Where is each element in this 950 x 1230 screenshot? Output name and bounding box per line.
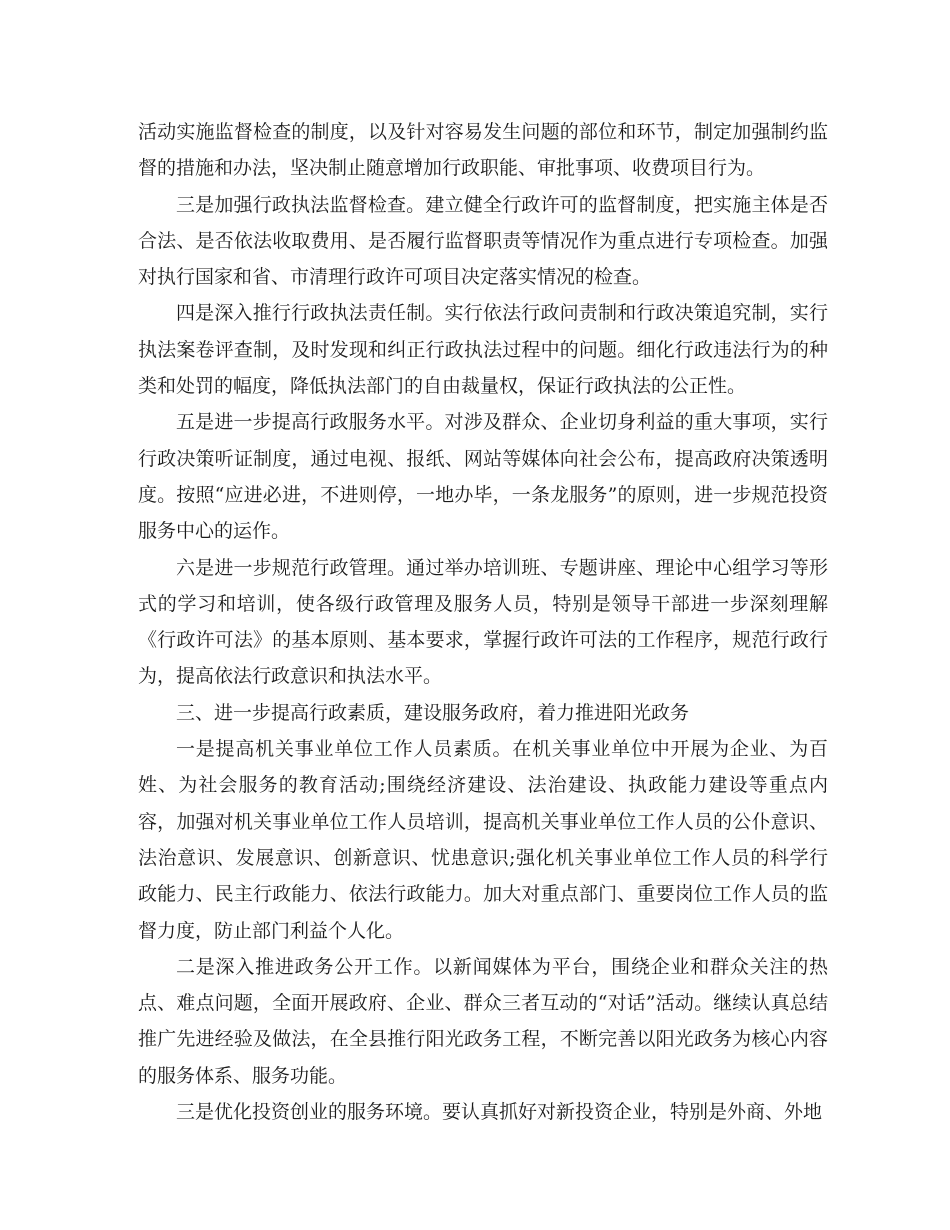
paragraph-8: 二是深入推进政务公开工作。以新闻媒体为平台，围绕企业和群众关注的热点、难点问题，全面开展政府、企业、群众三者互动的“对话”活动。继续认真总结推广先进经验及做法，在全县推行阳光政务工程，不断完善以阳光政务为核心内容的服务体系、服务功能。 xyxy=(138,955,828,1087)
paragraph-9: 三是优化投资创业的服务环境。要认真抓好对新投资企业，特别是外商、外地 xyxy=(176,1101,823,1124)
document-body xyxy=(138,114,828,1130)
paragraph-4: 五是进一步提高行政服务水平。对涉及群众、企业切身利益的重大事项，实行行政决策听证制度，通过电视、报纸、网站等媒体向社会公布，提高政府决策透明度。按照“应进必进，不进则停，一地办毕，一条龙服务”的原则，进一步规范投资服务中心的运作。 xyxy=(138,411,828,543)
paragraph-7: 一是提高机关事业单位工作人员素质。在机关事业单位中开展为企业、为百姓、为社会服务的教育活动;围绕经济建设、法治建设、执政能力建设等重点内容，加强对机关事业单位工作人员培训，提高机关事业单位工作人员的公仆意识、法治意识、发展意识、创新意识、忧患意识;强化机关事业单位工作人员的科学行政能力、民主行政能力、依法行政能力。加大对重点部门、重要岗位工作人员的监督力度，防止部门利益个人化。 xyxy=(138,738,828,942)
paragraph-5: 六是进一步规范行政管理。通过举办培训班、专题讲座、理论中心组学习等形式的学习和培训，使各级行政管理及服务人员，特别是领导干部进一步深刻理解《行政许可法》的基本原则、基本要求，掌握行政许可法的工作程序，规范行政行为，提高依法行政意识和执法水平。 xyxy=(138,556,828,688)
paragraph-2: 三是加强行政执法监督检查。建立健全行政许可的监督制度，把实施主体是否合法、是否依法收取费用、是否履行监督职责等情况作为重点进行专项检查。加强对执行国家和省、市清理行政许可项目决定落实情况的检查。 xyxy=(138,193,828,289)
paragraph-3: 四是深入推行行政执法责任制。实行依法行政问责制和行政决策追究制，实行执法案卷评查制，及时发现和纠正行政执法过程中的问题。细化行政违法行为的种类和处罚的幅度，降低执法部门的自由裁量权，保证行政执法的公正性。 xyxy=(138,302,828,398)
paragraph-1: 活动实施监督检查的制度，以及针对容易发生问题的部位和环节，制定加强制约监督的措施和办法，坚决制止随意增加行政职能、审批事项、收费项目行为。 xyxy=(138,121,828,180)
section-heading: 三、进一步提高行政素质，建设服务政府，着力推进阳光政务 xyxy=(176,701,690,724)
